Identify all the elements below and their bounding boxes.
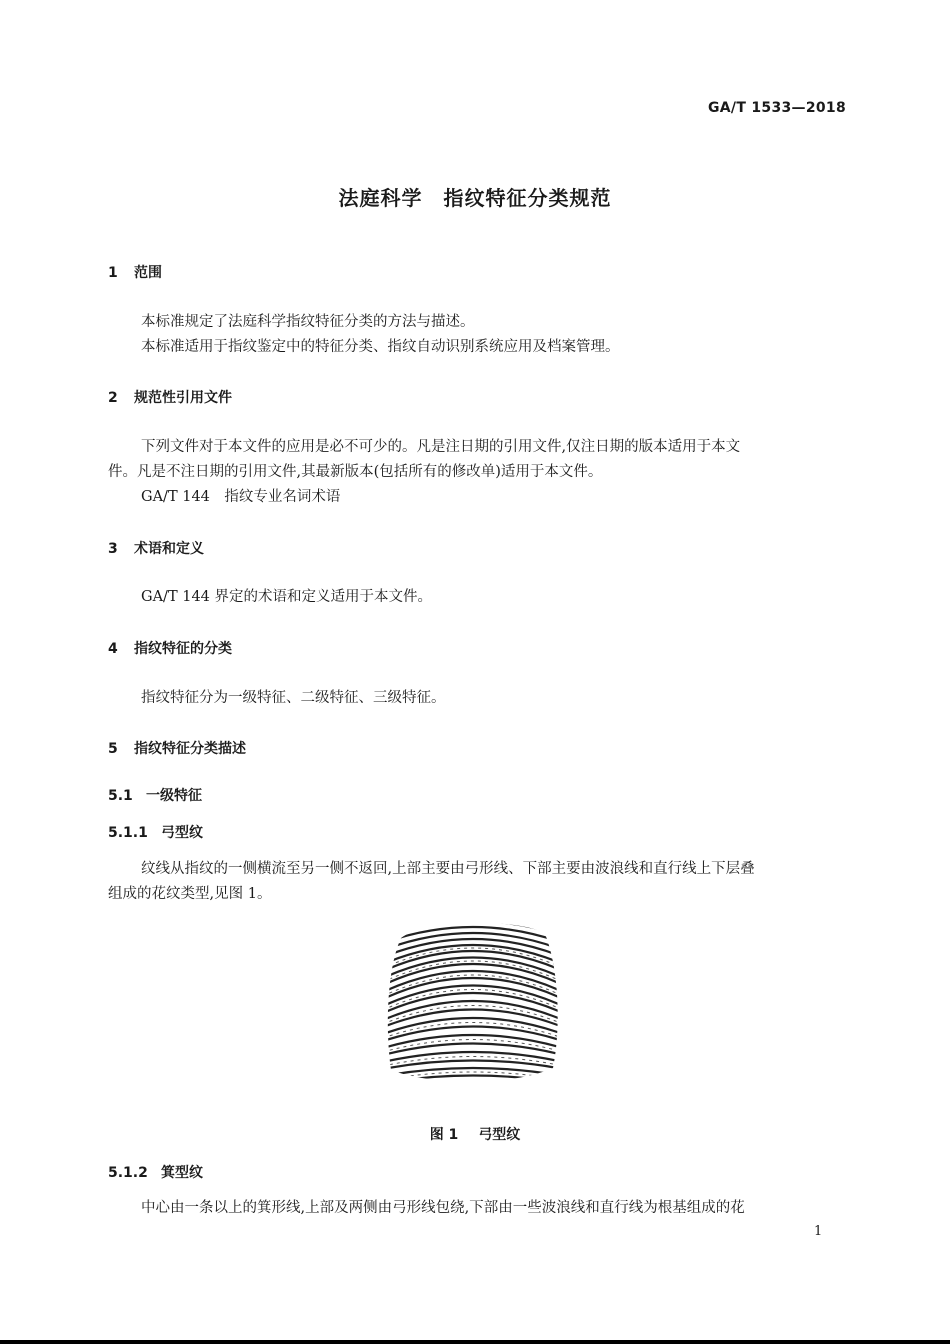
fingerprint-arch-image	[383, 918, 563, 1088]
subsection-5-1-heading	[108, 785, 202, 805]
section-3-heading	[108, 538, 204, 558]
section-title: 一级特征	[146, 788, 202, 804]
paragraph: 纹线从指纹的一侧横流至另一侧不返回,上部主要由弓形线、下部主要由波浪线和直行线上下层叠	[141, 861, 755, 877]
section-number: 3	[108, 541, 118, 557]
section-number: 1	[108, 265, 118, 281]
section-5-heading	[108, 738, 246, 758]
figure-1-caption	[0, 1124, 950, 1144]
paragraph: 中心由一条以上的箕形线,上部及两侧由弓形线包绕,下部由一些波浪线和直行线为根基组成的花	[141, 1200, 745, 1216]
paragraph: 指纹特征分为一级特征、二级特征、三级特征。	[141, 690, 446, 706]
paragraph: 组成的花纹类型,见图 1。	[108, 886, 272, 902]
section-title: 术语和定义	[134, 541, 204, 557]
figure-title: 弓型纹	[478, 1127, 521, 1143]
section-1-heading	[108, 262, 162, 282]
section-title: 箕型纹	[161, 1165, 203, 1181]
section-number: 2	[108, 390, 118, 406]
paragraph: 下列文件对于本文件的应用是必不可少的。凡是注日期的引用文件,仅注日期的版本适用于本文	[141, 439, 741, 455]
section-title: 范围	[134, 265, 162, 281]
paragraph: GA/T 144 界定的术语和定义适用于本文件。	[141, 589, 433, 605]
section-title: 指纹特征的分类	[134, 641, 232, 657]
reference-item: GA/T 144 指纹专业名词术语	[141, 489, 341, 505]
figure-label: 图 1	[429, 1127, 459, 1143]
standard-number: GA/T 1533—2018	[708, 100, 846, 116]
page-number: 1	[814, 1224, 823, 1239]
section-number: 5.1	[108, 788, 133, 804]
section-number: 5.1.2	[108, 1165, 148, 1181]
paragraph: 件。凡是不注日期的引用文件,其最新版本(包括所有的修改单)适用于本文件。	[108, 464, 603, 480]
section-number: 5.1.1	[108, 825, 148, 841]
section-2-heading	[108, 387, 232, 407]
subsection-5-1-2-heading	[108, 1162, 203, 1182]
section-title: 弓型纹	[161, 825, 203, 841]
paragraph: 本标准规定了法庭科学指纹特征分类的方法与描述。	[141, 314, 475, 330]
section-title: 指纹特征分类描述	[134, 741, 246, 757]
section-number: 4	[108, 641, 118, 657]
paragraph: 本标准适用于指纹鉴定中的特征分类、指纹自动识别系统应用及档案管理。	[141, 339, 620, 355]
document-title: 法庭科学 指纹特征分类规范	[338, 186, 612, 210]
section-number: 5	[108, 741, 118, 757]
subsection-5-1-1-heading	[108, 822, 203, 842]
section-title: 规范性引用文件	[134, 390, 232, 406]
bottom-border	[0, 1340, 950, 1344]
section-4-heading	[108, 638, 232, 658]
